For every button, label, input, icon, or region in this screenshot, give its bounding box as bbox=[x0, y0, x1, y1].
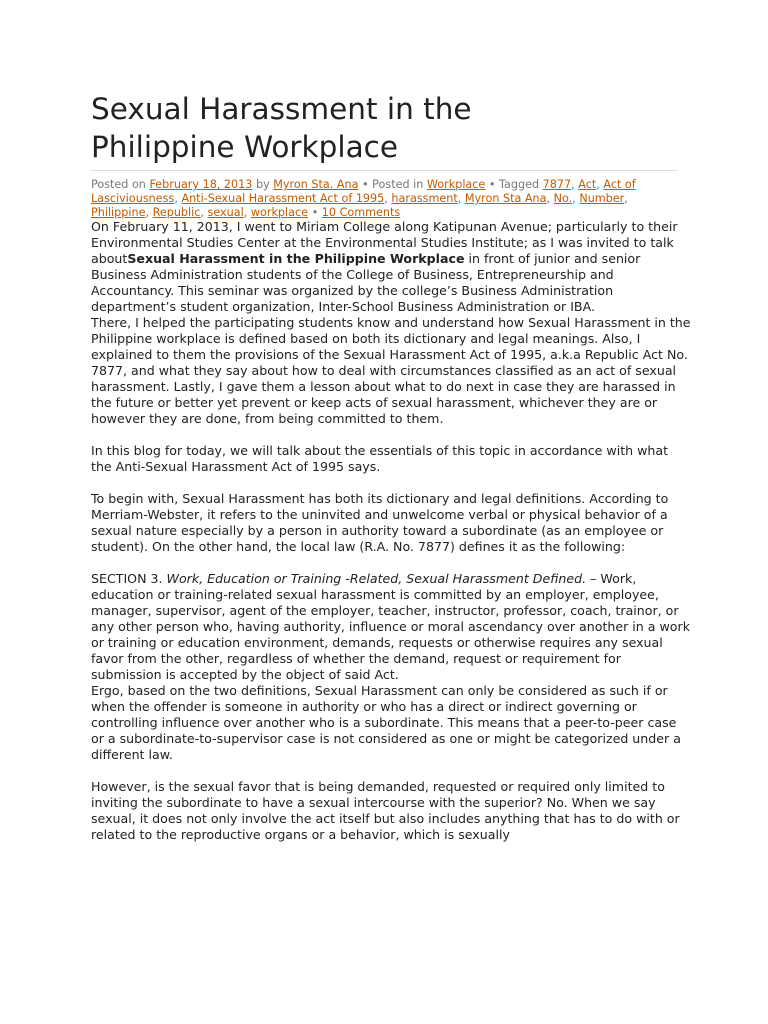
by-label: by bbox=[255, 178, 270, 191]
title-divider bbox=[91, 170, 677, 171]
posted-on-label: Posted on bbox=[91, 178, 146, 191]
comments-link[interactable]: 10 Comments bbox=[321, 206, 401, 219]
tag-link[interactable]: Anti-Sexual Harassment Act of 1995 bbox=[181, 192, 385, 205]
tag-link[interactable]: No. bbox=[553, 192, 573, 205]
paragraph: In this blog for today, we will talk about the essentials of this topic in accordance with what the Anti-Sexual Harassment Act of 1995 says. bbox=[91, 443, 669, 474]
article-body bbox=[91, 219, 691, 843]
tag-link[interactable]: sexual bbox=[207, 206, 244, 219]
paragraph-text: – Work, education or training-related sexual harassment is committed by an employer, employee, manager, supervisor, agent of the employer, teacher, instructor, professor, coach, trainor, or any other person who, having authority, influence or moral ascendancy over another in a work or training or education environment, demands, requests or otherwise requires any sexual favor from the other, regardless of whether the demand, request or requirement for submission is accepted by the object of said Act. bbox=[91, 571, 690, 682]
paragraph bbox=[91, 571, 691, 683]
tag-link[interactable]: Republic bbox=[152, 206, 201, 219]
posted-in-label: • Posted in bbox=[362, 178, 424, 191]
tag-link[interactable]: harassment bbox=[391, 192, 458, 205]
title-line-2: Philippine Workplace bbox=[91, 130, 399, 164]
category-link[interactable]: Workplace bbox=[426, 178, 486, 191]
tag-link[interactable]: Act bbox=[578, 178, 597, 191]
tag-link[interactable]: workplace bbox=[250, 206, 309, 219]
tag-link[interactable]: Act of Lasciviousness bbox=[91, 178, 636, 205]
post-meta: Posted on February 18, 2013 by Myron Sta. Ana • Posted in Workplace • Tagged 7877, Act, Act of Lasciviousness, Anti-Sexual Harassment Act of 1995, harassment, Myron Sta Ana, No., Number, Philippine, Republic, sexual, workplace • 10 Comments bbox=[91, 178, 636, 219]
paragraph: To begin with, Sexual Harassment has both its dictionary and legal definitions. According to Merriam-Webster, it refers to the uninvited and unwelcome verbal or physical behavior of a sexual nature especially by a person in authority toward a subordinate (as an employee or student). On the other hand, the local law (R.A. No. 7877) defines it as the following: bbox=[91, 491, 669, 554]
tag-link[interactable]: Number bbox=[579, 192, 625, 205]
paragraph-text: On February 11, 2013, I went to Miriam College along Katipunan Avenue; particularly to their Environmental Studies Center at the Environmental Studies Institute; as I was invited to talk about bbox=[91, 219, 678, 266]
comments-separator: • bbox=[311, 206, 319, 219]
title-line-1: Sexual Harassment in the bbox=[91, 92, 472, 126]
bold-phrase: Sexual Harassment in the Philippine Workplace bbox=[127, 251, 465, 266]
section-heading: Work, Education or Training -Related, Sexual Harassment Defined. bbox=[166, 571, 587, 586]
paragraph: However, is the sexual favor that is being demanded, requested or required only limited to inviting the subordinate to have a sexual intercourse with the superior? No. When we say sexual, it does not only involve the act itself but also includes anything that has to do with or related to the reproductive organs or a behavior, which is sexually bbox=[91, 779, 680, 842]
article-title bbox=[91, 90, 691, 166]
paragraph bbox=[91, 219, 691, 315]
post-date-link[interactable]: February 18, 2013 bbox=[149, 178, 253, 191]
paragraph: There, I helped the participating students know and understand how Sexual Harassment in the Philippine workplace is defined based on both its dictionary and legal meanings. Also, I explained to them the provisions of the Sexual Harassment Act of 1995, a.k.a Republic Act No. 7877, and what they say about how to deal with circumstances classified as an act of sexual harassment. Lastly, I gave them a lesson about what to do next in case they are harassed in the future or better yet prevent or keep acts of sexual harassment, whichever they are or however they are done, from being committed to them. bbox=[91, 315, 691, 426]
tag-link[interactable]: Myron Sta Ana bbox=[464, 192, 547, 205]
tag-link[interactable]: 7877 bbox=[542, 178, 572, 191]
paragraph-text: in front of junior and senior Business Administration students of the College of Business, Entrepreneurship and Accountancy. This seminar was organized by the college’s Business Administration department’s student organization, Inter-School Business Administration or IBA. bbox=[91, 251, 641, 314]
tagged-label: • Tagged bbox=[488, 178, 540, 191]
author-link[interactable]: Myron Sta. Ana bbox=[273, 178, 359, 191]
tag-link[interactable]: Philippine bbox=[91, 206, 146, 219]
section-label: SECTION 3. bbox=[91, 571, 167, 586]
paragraph: Ergo, based on the two definitions, Sexual Harassment can only be considered as such if or when the offender is someone in authority or who has a direct or indirect governing or controlling influence over another who is a subordinate. This means that a peer-to-peer case or a subordinate-to-supervisor case is not considered as one or might be categorized under a different law. bbox=[91, 683, 681, 762]
